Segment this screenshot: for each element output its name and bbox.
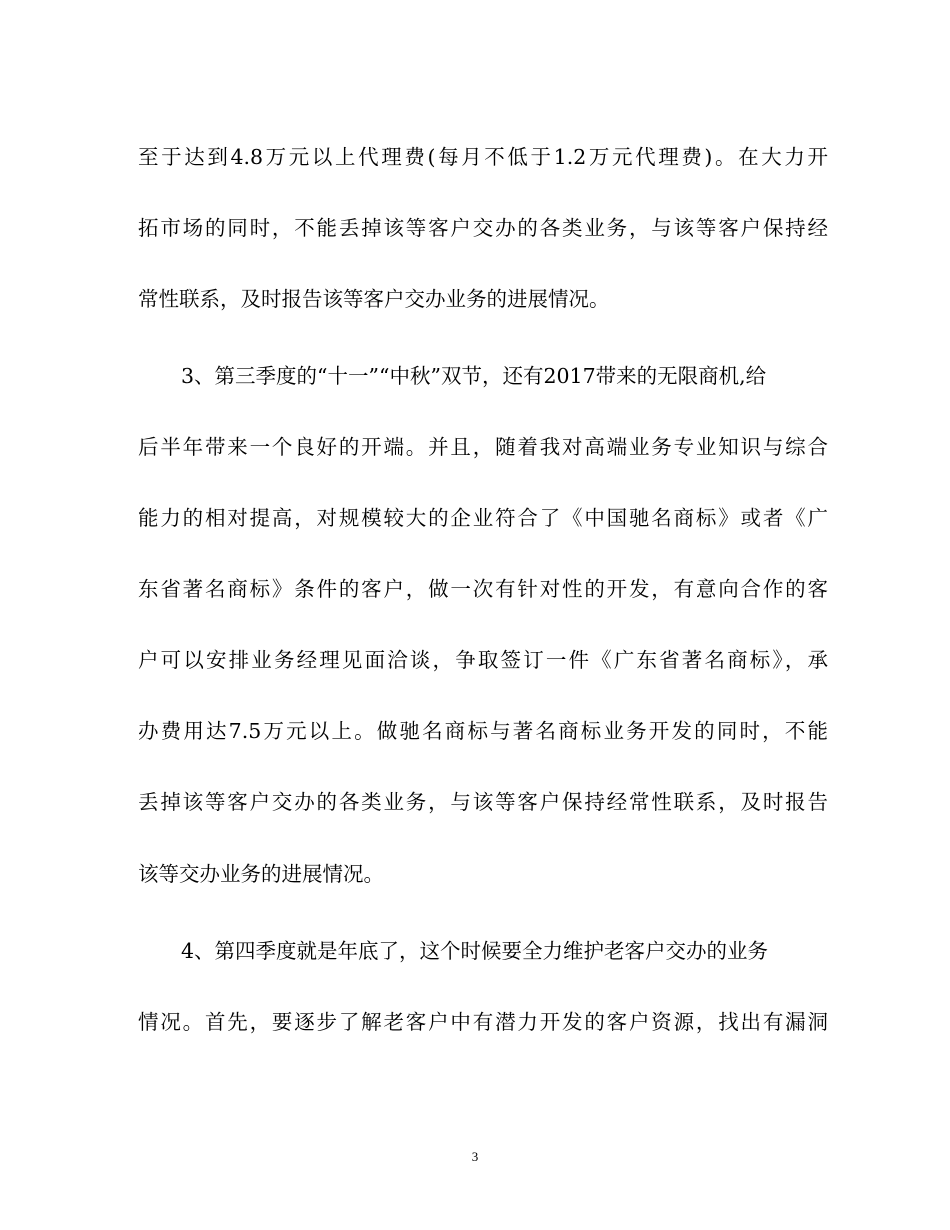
page-number: 3 [471, 1149, 479, 1164]
paragraph-line: 3、第三季度的“十一”“中秋”双节，还有2017带来的无限商机,给 [181, 364, 767, 388]
paragraph-line: 户可以安排业务经理见面洽谈，争取签订一件《广东省著名商标》，承 [138, 648, 828, 672]
paragraph-line: 后半年带来一个良好的开端。并且，随着我对高端业务专业知识与综合 [138, 435, 828, 459]
paragraph-line: 至于达到4.8万元以上代理费(每月不低于1.2万元代理费)。在大力开 [138, 145, 828, 169]
paragraph-line: 常性联系，及时报告该等客户交办业务的进展情况。 [138, 287, 610, 311]
paragraph-line: 东省著名商标》条件的客户，做一次有针对性的开发，有意向合作的客 [138, 577, 828, 601]
paragraph-line: 4、第四季度就是年底了，这个时候要全力维护老客户交办的业务 [181, 939, 769, 963]
paragraph-line: 办费用达7.5万元以上。做驰名商标与著名商标业务开发的同时，不能 [138, 719, 828, 743]
paragraph-line: 丢掉该等客户交办的各类业务，与该等客户保持经常性联系，及时报告 [138, 790, 828, 814]
paragraph-line: 能力的相对提高，对规模较大的企业符合了《中国驰名商标》或者《广 [138, 506, 828, 530]
paragraph-line: 拓市场的同时，不能丢掉该等客户交办的各类业务，与该等客户保持经 [138, 216, 828, 240]
paragraph-line: 情况。首先，要逐步了解老客户中有潜力开发的客户资源，找出有漏洞 [138, 1010, 828, 1034]
paragraph-line: 该等交办业务的进展情况。 [138, 862, 384, 886]
